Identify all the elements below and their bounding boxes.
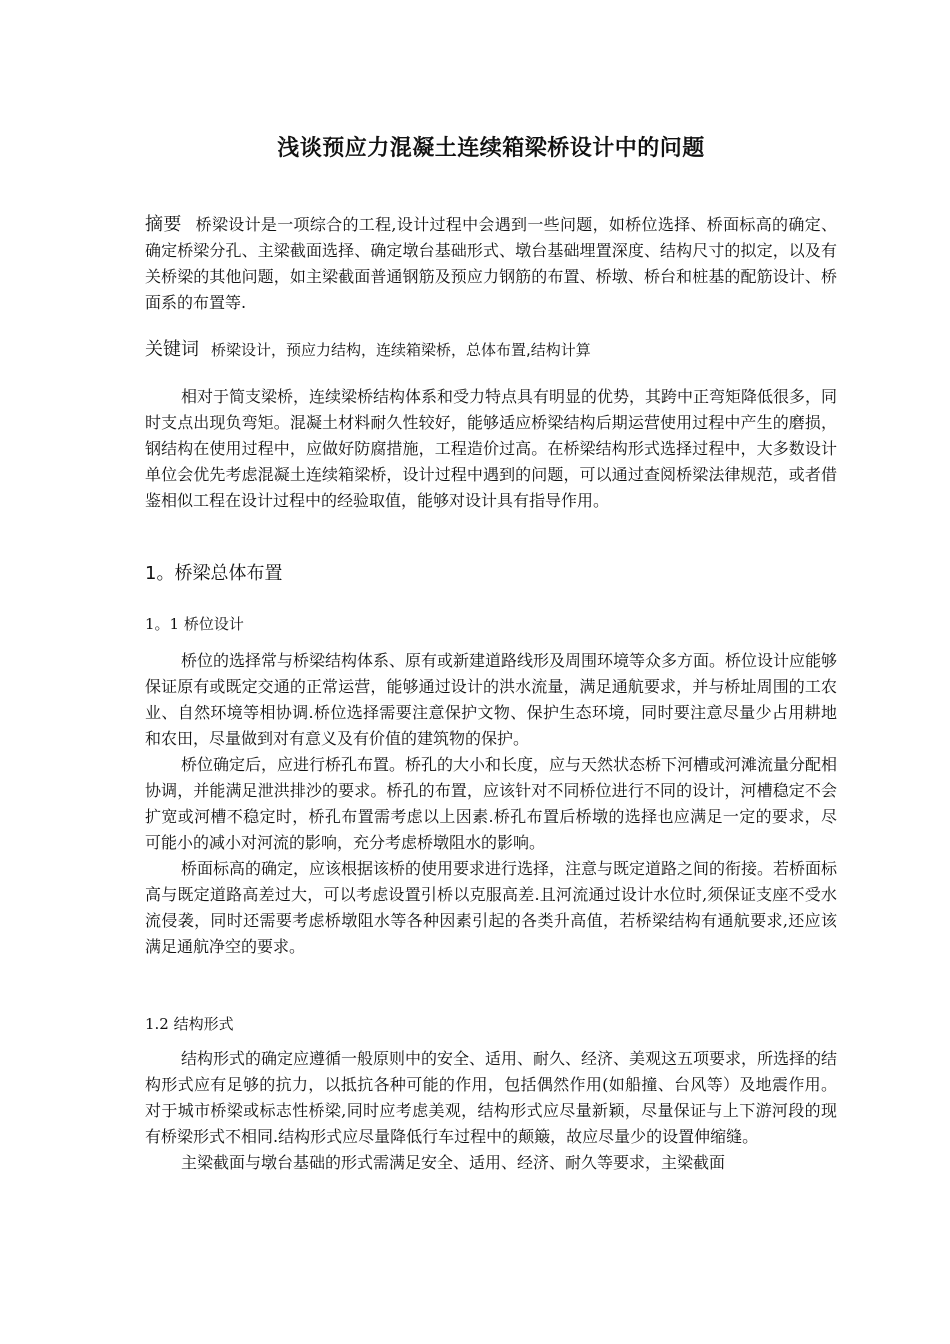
body-paragraph: 结构形式的确定应遵循一般原则中的安全、适用、耐久、经济、美观这五项要求，所选择的结构形式应有足够的抗力，以抵抗各种可能的作用，包括偶然作用(如船撞、台风等）及地震作用。对于城市桥梁或标志性桥梁,同时应考虑美观，结构形式应尽量新颖，尽量保证与上下游河段的现有桥梁形式不相同.结构形式应尽量降低行车过程中的颠簸，故应尽量少的设置伸缩缝。 xyxy=(145,1049,838,1146)
subsection-heading-1-2: 1.2 结构形式 xyxy=(145,1015,234,1033)
body-paragraph: 桥位确定后，应进行桥孔布置。桥孔的大小和长度，应与天然状态桥下河槽或河滩流量分配相协调，并能满足泄洪排沙的要求。桥孔的布置，应该针对不同桥位进行不同的设计，河槽稳定不会扩宽或河槽不稳定时，桥孔布置需考虑以上因素.桥孔布置后桥墩的选择也应满足一定的要求，尽可能小的减小对河流的影响，充分考虑桥墩阻水的影响。 xyxy=(145,755,838,852)
keywords-text: 桥梁设计，预应力结构，连续箱梁桥，总体布置,结构计算 xyxy=(211,341,591,359)
keywords xyxy=(145,336,837,364)
body-paragraph: 主梁截面与墩台基础的形式需满足安全、适用、经济、耐久等要求，主梁截面 xyxy=(181,1153,726,1172)
subsection-body-1-2 xyxy=(145,1046,837,1176)
body-paragraph: 桥面标高的确定，应该根据该桥的使用要求进行选择，注意与既定道路之间的衔接。若桥面标高与既定道路高差过大，可以考虑设置引桥以克服高差.且河流通过设计水位时,须保证支座不受水流侵袭，同时还需要考虑桥墩阻水等各种因素引起的各类升高值，若桥梁结构有通航要求,还应该满足通航净空的要求。 xyxy=(145,859,838,956)
body-paragraph: 桥位的选择常与桥梁结构体系、原有或新建道路线形及周围环境等众多方面。桥位设计应能够保证原有或既定交通的正常运营，能够通过设计的洪水流量，满足通航要求，并与桥址周围的工农业、自然环境等相协调.桥位选择需要注意保护文物、保护生态环境，同时要注意尽量少占用耕地和农田，尽量做到对有意义及有价值的建筑物的保护。 xyxy=(145,651,838,748)
section-heading-1: 1。桥梁总体布置 xyxy=(145,563,283,584)
subsection-heading-1-1: 1。1 桥位设计 xyxy=(145,615,244,633)
abstract-text: 桥梁设计是一项综合的工程,设计过程中会遇到一些问题，如桥位选择、桥面标高的确定、确定桥梁分孔、主梁截面选择、确定墩台基础形式、墩台基础埋置深度、结构尺寸的拟定，以及有关桥梁的其他问题，如主梁截面普通钢筋及预应力钢筋的布置、桥墩、桥台和桩基的配筋设计、桥面系的布置等. xyxy=(145,215,838,312)
intro-paragraph: 相对于简支梁桥，连续梁桥结构体系和受力特点具有明显的优势，其跨中正弯矩降低很多，同时支点出现负弯矩。混凝土材料耐久性较好，能够适应桥梁结构后期运营使用过程中产生的磨损，钢结构在使用过程中，应做好防腐措施，工程造价过高。在桥梁结构形式选择过程中，大多数设计单位会优先考虑混凝土连续箱梁桥，设计过程中遇到的问题，可以通过查阅桥梁法律规范，或者借鉴相似工程在设计过程中的经验取值，能够对设计具有指导作用。 xyxy=(145,387,838,510)
subsection-body-1-1 xyxy=(145,648,837,960)
document-title: 浅谈预应力混凝土连续箱梁桥设计中的问题 xyxy=(277,136,705,161)
abstract-label: 摘要 xyxy=(145,214,182,235)
abstract xyxy=(145,212,837,316)
keywords-label: 关键词 xyxy=(145,339,199,360)
